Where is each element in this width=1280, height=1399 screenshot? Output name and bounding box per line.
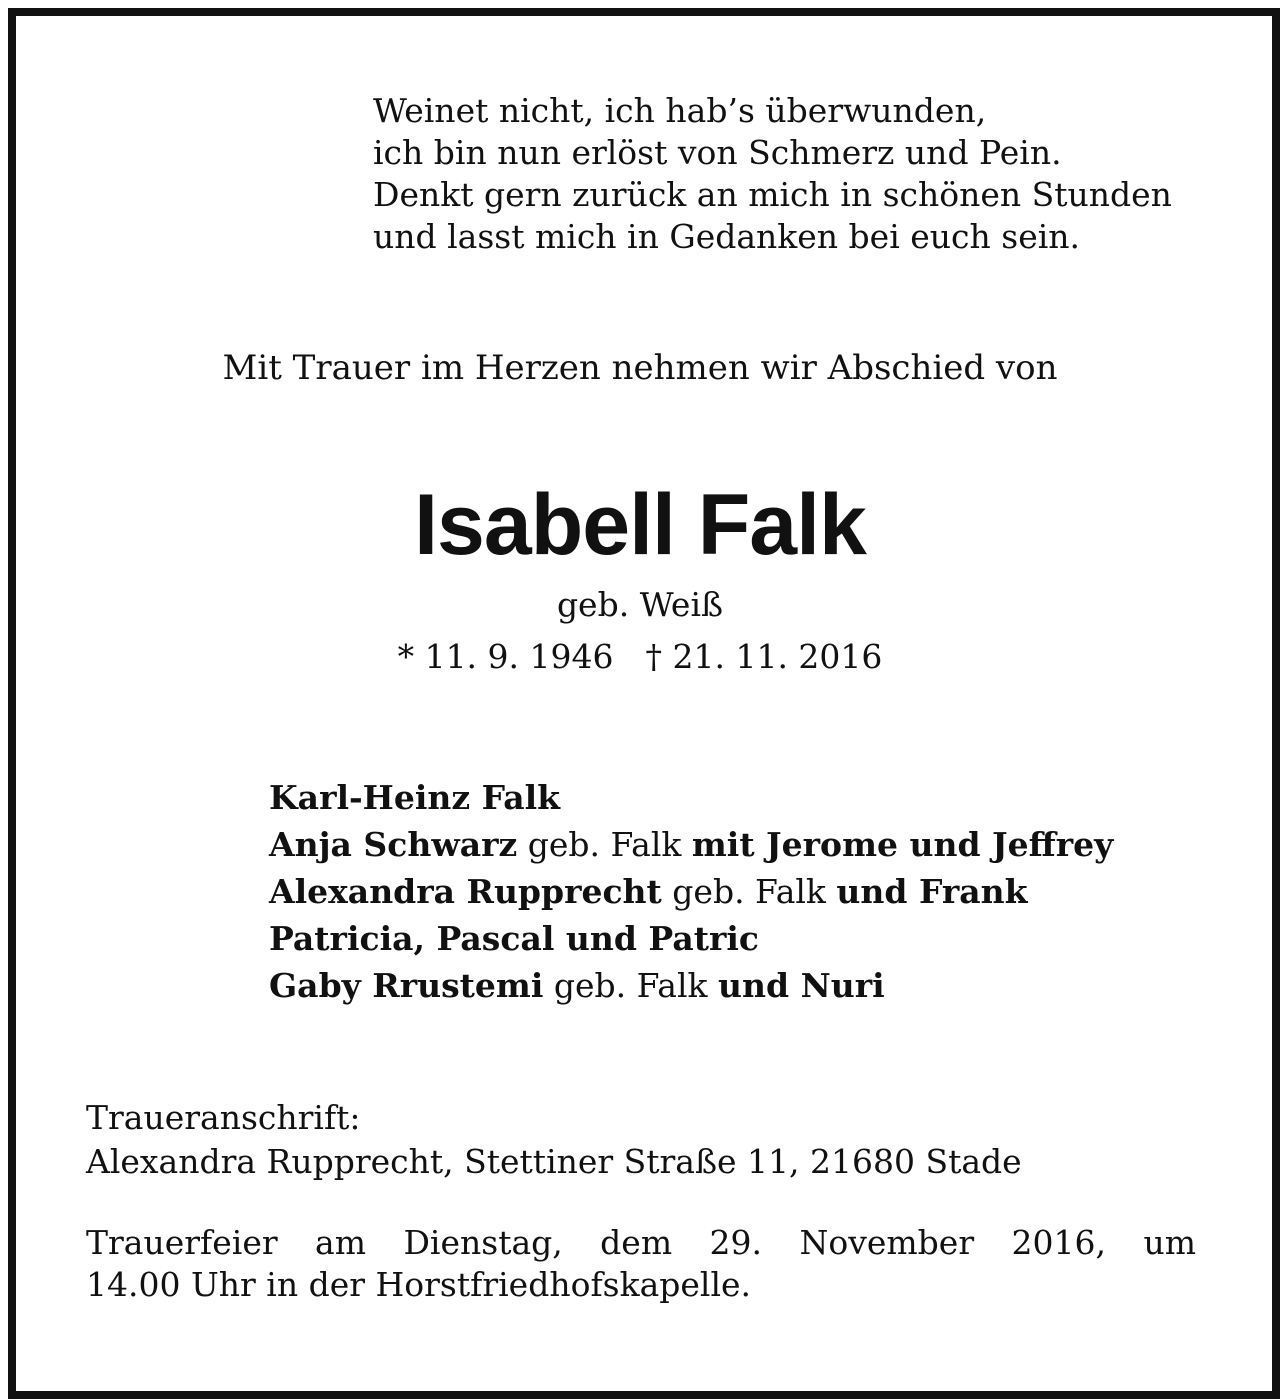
family-member-name: Karl-Heinz Falk [269,778,561,817]
family-member [269,868,1249,915]
family-member-name: Alexandra Rupprecht [269,872,662,911]
family-member [269,821,1249,868]
family-member-suffix: und Nuri [718,966,885,1005]
service-line-2: 14.00 Uhr in der Horstfriedhofskapelle. [86,1265,752,1304]
intro-text: Mit Trauer im Herzen nehmen wir Abschied von [222,348,1058,388]
family-member [269,915,1249,962]
family-member-name: Gaby Rrustemi [269,966,544,1005]
address-label: Traueranschrift: [86,1098,361,1137]
poem-line: Weinet nicht, ich hab’s überwunden, [373,91,987,130]
family-member-suffix: mit Jerome und Jeffrey [691,825,1114,864]
poem-line: Denkt gern zurück an mich in schönen Stunden [373,175,1172,214]
birth-date: * 11. 9. 1946 [397,637,614,676]
mourning-address [86,1096,1206,1184]
deceased-name: Isabell Falk [414,477,866,573]
poem-line: ich bin nun erlöst von Schmerz und Pein. [373,133,1062,172]
family-member-name: Anja Schwarz [269,825,518,864]
birth-name: geb. Weiß [556,585,724,624]
family-list [269,774,1249,1009]
address-line: Alexandra Rupprecht, Stettiner Straße 11, 21680 Stade [86,1142,1022,1181]
family-member-name: Patricia, Pascal und Patric [269,919,759,958]
family-member-nee: geb. Falk [543,966,719,1005]
life-dates [0,636,1280,678]
service-line-1: Trauerfeier am Dienstag, dem 29. November 2016, um [86,1223,1196,1262]
family-member [269,774,1249,821]
family-member-nee: geb. Falk [661,872,837,911]
family-member-suffix: und Frank [836,872,1028,911]
family-member [269,962,1249,1009]
death-date: † 21. 11. 2016 [645,637,883,676]
poem-line: und lasst mich in Gedanken bei euch sein. [373,217,1081,256]
family-member-nee: geb. Falk [517,825,692,864]
funeral-service-info [86,1222,1196,1306]
poem [373,90,1233,258]
